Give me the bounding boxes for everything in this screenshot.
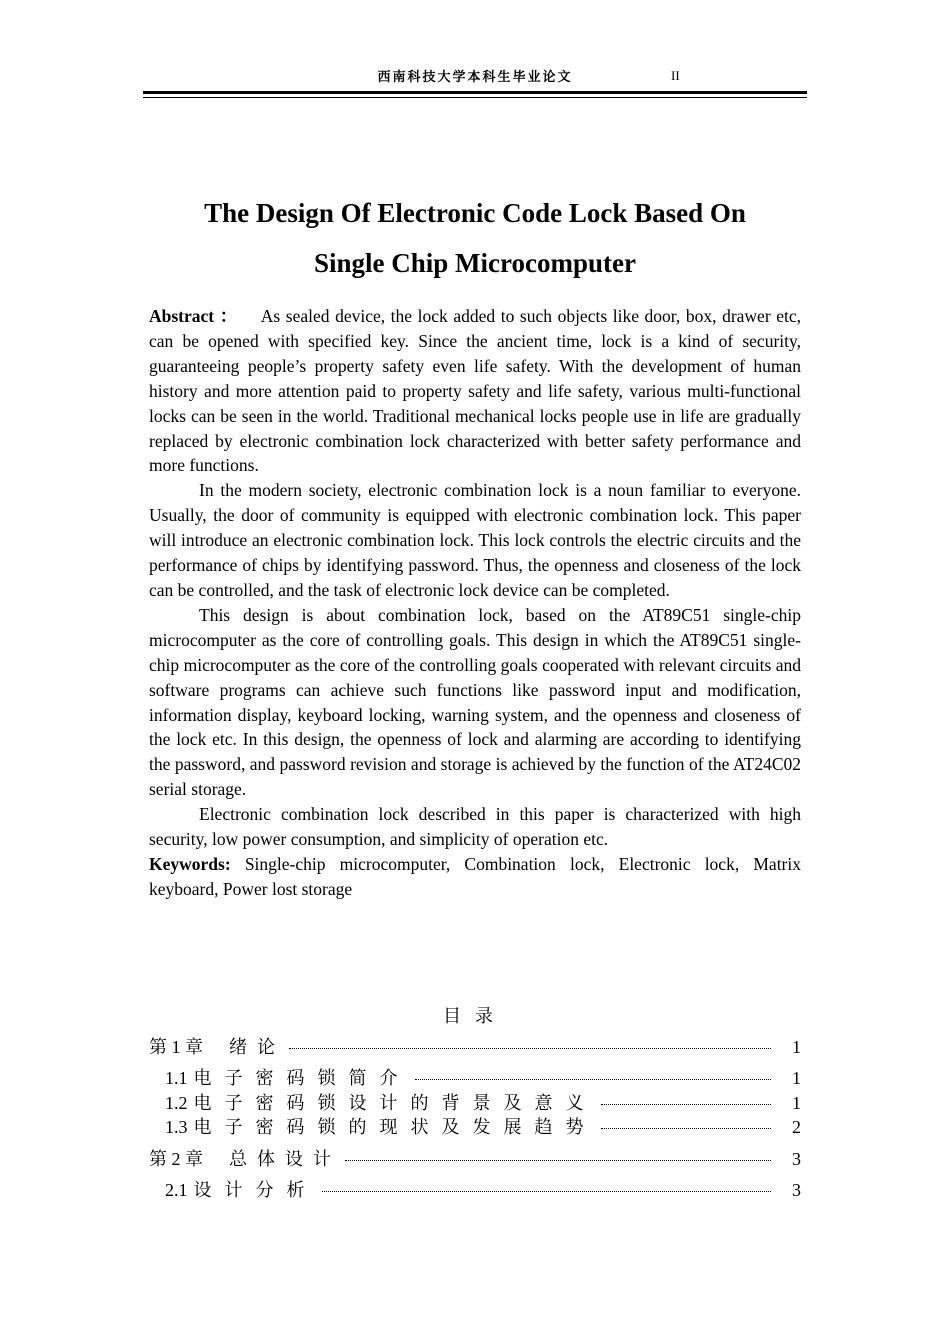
toc-title: 目录 bbox=[443, 1006, 507, 1026]
toc-leader-dots bbox=[322, 1191, 772, 1192]
abstract-body bbox=[149, 304, 801, 902]
toc-entry-text: 电子密码锁设计的背景及意义 bbox=[193, 1093, 597, 1113]
abstract-paragraph-3: This design is about combination lock, based on the AT89C51 single-chip microcomputer as the core of controlling goals. This design in which the AT89C51 single-chip microcomputer as the core of the controlling goals cooperated with relevant circuits and software programs can achieve such functions like password input and modification, information display, keyboard locking, warning system, and the openness and closeness of the lock etc. In this design, the openness of lock and alarming are according to identifying the password, and password revision and storage is achieved by the function of the AT24C02 serial storage. bbox=[149, 604, 801, 800]
abstract-paragraph-4: Electronic combination lock described in this paper is characterized with high security, low power consumption, and simplicity of operation etc. bbox=[149, 804, 801, 850]
toc-entry[interactable] bbox=[149, 1064, 801, 1088]
header-page-number: II bbox=[671, 68, 680, 83]
abstract-paragraph-1 bbox=[149, 304, 801, 478]
toc-leader-dots bbox=[415, 1079, 772, 1080]
toc-entry-number: 1.1 bbox=[165, 1068, 188, 1088]
toc-entry-text: 设计分析 bbox=[193, 1180, 318, 1200]
abstract-text-1: As sealed device, the lock added to such objects like door, box, drawer etc, can be opened with specified key. Since the ancient time, lock is a kind of security, guaranteeing people’s property safety even life safety. With the development of human history and more attention paid to property safety and life safety, various multi-functional locks can be seen in the world. Traditional mechanical locks people use in life are gradually replaced by electronic combination lock characterized with better safety performance and more functions. bbox=[149, 306, 802, 476]
toc-entry[interactable] bbox=[149, 1176, 801, 1200]
toc-entry-number: 第 1 章 bbox=[149, 1037, 203, 1057]
toc-entry-page: 1 bbox=[792, 1093, 801, 1113]
header-rule-thick bbox=[143, 91, 807, 94]
toc-entry-number: 2.1 bbox=[165, 1180, 188, 1200]
toc-entry-text: 电子密码锁的现状及发展趋势 bbox=[193, 1117, 597, 1137]
toc-entry-text: 总体设计 bbox=[229, 1149, 341, 1169]
keywords-paragraph bbox=[149, 852, 801, 902]
toc-entry-number: 第 2 章 bbox=[149, 1149, 203, 1169]
toc-entry-text: 绪论 bbox=[229, 1037, 285, 1057]
paper-title-line-1: The Design Of Electronic Code Lock Based On bbox=[204, 198, 746, 228]
toc-entry-number: 1.3 bbox=[165, 1117, 188, 1137]
toc-leader-dots bbox=[601, 1128, 772, 1129]
abstract-paragraph-2: In the modern society, electronic combination lock is a noun familiar to everyone. Usually, the door of community is equipped with electronic combination lock. This paper will introduce an electronic combination lock. This lock controls the electric circuits and the performance of chips by identifying password. Thus, the openness and closeness of the lock can be controlled, and the task of electronic lock device can be completed. bbox=[149, 480, 801, 600]
header-title: 西南科技大学本科生毕业论文 bbox=[377, 69, 573, 84]
toc-entry-page: 1 bbox=[792, 1037, 801, 1057]
toc-entry[interactable] bbox=[149, 1113, 801, 1137]
toc-entry-page: 1 bbox=[792, 1068, 801, 1088]
paper-title-line-2: Single Chip Microcomputer bbox=[314, 248, 636, 278]
page-header bbox=[143, 64, 807, 86]
keywords-text: Single-chip microcomputer, Combination lock, Electronic lock, Matrix keyboard, Power lost storage bbox=[149, 853, 801, 899]
toc-entry-page: 3 bbox=[792, 1149, 801, 1169]
toc-leader-dots bbox=[601, 1104, 772, 1105]
toc-entry[interactable] bbox=[149, 1145, 801, 1169]
toc-entry[interactable] bbox=[149, 1033, 801, 1057]
toc-entry-number: 1.2 bbox=[165, 1093, 188, 1113]
toc-leader-dots bbox=[345, 1160, 771, 1161]
header-rule-thin bbox=[143, 97, 807, 98]
toc-entry-page: 3 bbox=[792, 1180, 801, 1200]
toc-leader-dots bbox=[289, 1048, 771, 1049]
abstract-label: Abstract ： bbox=[149, 306, 239, 326]
toc-entry[interactable] bbox=[149, 1089, 801, 1113]
toc-entry-page: 2 bbox=[792, 1117, 801, 1137]
toc-entry-text: 电子密码锁简介 bbox=[193, 1068, 411, 1088]
keywords-label: Keywords: bbox=[149, 853, 231, 874]
